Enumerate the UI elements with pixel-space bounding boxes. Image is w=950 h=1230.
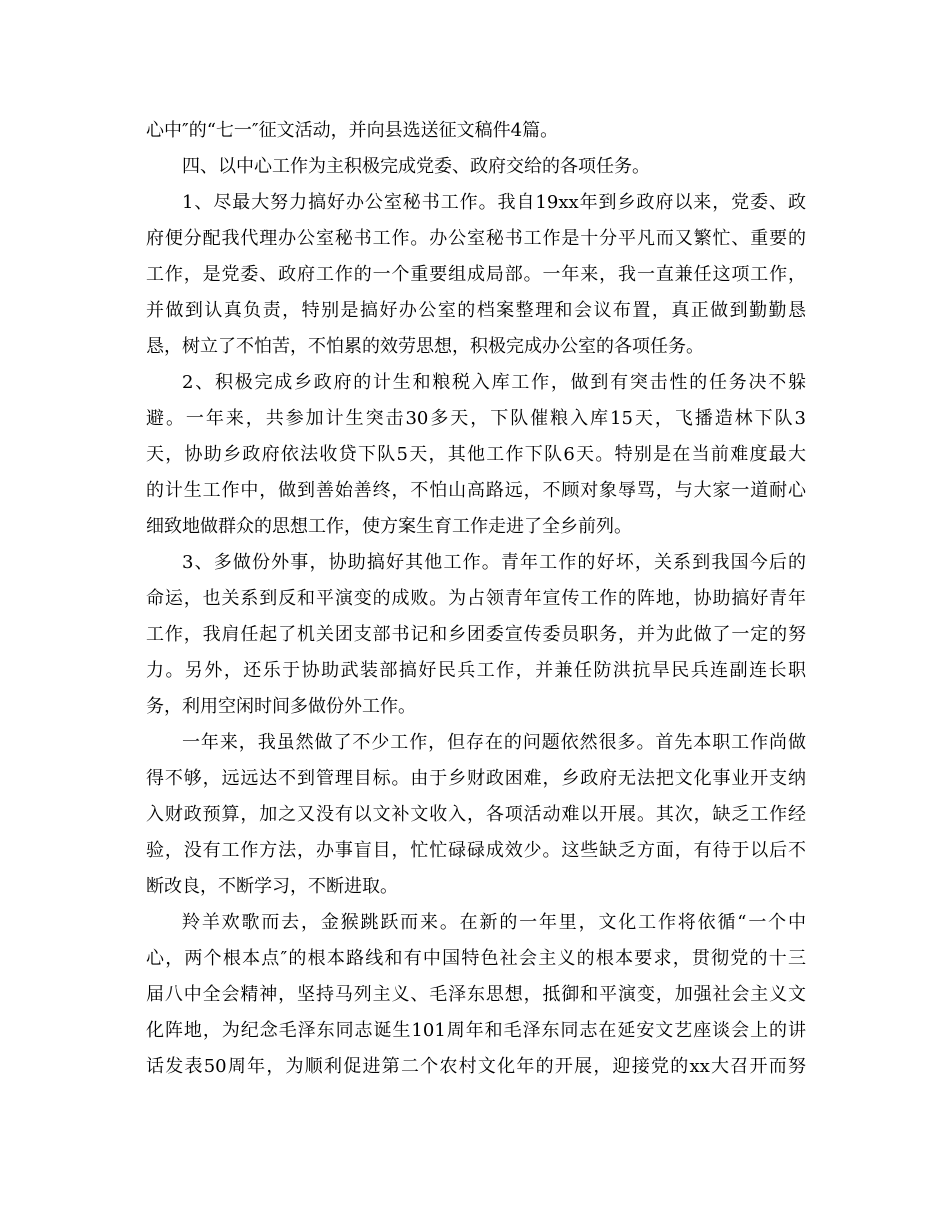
text-line: 羚羊欢歌而去，金猴跳跃而来。在新的一年里，文化工作将依循“一个中: [182, 912, 806, 933]
text-line: 2、积极完成乡政府的计生和粮税入库工作，做到有突击性的任务决不躲: [182, 372, 806, 393]
text-line: 工作，我肩任起了机关团支部书记和乡团委宣传委员职务，并为此做了一定的努: [146, 624, 806, 645]
text-line: 工作，是党委、政府工作的一个重要组成局部。一年来，我一直兼任这项工作，: [146, 264, 806, 285]
text-line: 并做到认真负责，特别是搞好办公室的档案整理和会议布置，真正做到勤勤恳: [146, 300, 806, 321]
text-line: 务，利用空闲时间多做份外工作。: [146, 696, 416, 717]
text-line: 的计生工作中，做到善始善终，不怕山高路远，不顾对象辱骂，与大家一道耐心: [146, 480, 806, 501]
text-line: 命运，也关系到反和平演变的成败。为占领青年宣传工作的阵地，协助搞好青年: [146, 588, 806, 609]
text-line: 届八中全会精神，坚持马列主义、毛泽东思想，抵御和平演变，加强社会主义文: [146, 984, 806, 1005]
text-line: 心，两个根本点″的根本路线和有中国特色社会主义的根本要求，贯彻党的十三: [146, 948, 806, 969]
text-line: 恳，树立了不怕苦，不怕累的效劳思想，积极完成办公室的各项任务。: [146, 336, 704, 357]
text-line: 化阵地，为纪念毛泽东同志诞生101周年和毛泽东同志在延安文艺座谈会上的讲: [146, 1020, 806, 1041]
text-line: 天，协助乡政府依法收贷下队5天，其他工作下队6天。特别是在当前难度最大: [146, 444, 806, 465]
text-line: 一年来，我虽然做了不少工作，但存在的问题依然很多。首先本职工作尚做: [182, 732, 806, 753]
text-line: 1、尽最大努力搞好办公室秘书工作。我自19xx年到乡政府以来，党委、政: [182, 192, 806, 213]
text-line: 话发表50周年，为顺利促进第二个农村文化年的开展，迎接党的xx大召开而努: [146, 1056, 806, 1077]
text-line: 细致地做群众的思想工作，使方案生育工作走进了全乡前列。: [146, 516, 632, 537]
text-line: 避。一年来，共参加计生突击30多天，下队催粮入库15天，飞播造林下队3: [146, 408, 806, 429]
section-heading: 四、以中心工作为主积极完成党委、政府交给的各项任务。: [182, 156, 650, 177]
text-line: 府便分配我代理办公室秘书工作。办公室秘书工作是十分平凡而又繁忙、重要的: [146, 228, 806, 249]
text-line: 得不够，远远达不到管理目标。由于乡财政困难，乡政府无法把文化事业开支纳: [146, 768, 806, 789]
text-line: 验，没有工作方法，办事盲目，忙忙碌碌成效少。这些缺乏方面，有待于以后不: [146, 840, 806, 861]
text-line: 入财政预算，加之又没有以文补文收入，各项活动难以开展。其次，缺乏工作经: [146, 804, 806, 825]
text-line: 心中″的“七一″征文活动，并向县选送征文稿件4篇。: [146, 120, 559, 141]
text-line: 断改良，不断学习，不断进取。: [146, 876, 398, 897]
text-line: 3、多做份外事，协助搞好其他工作。青年工作的好坏，关系到我国今后的: [182, 552, 806, 573]
text-line: 力。另外，还乐于协助武装部搞好民兵工作，并兼任防洪抗旱民兵连副连长职: [146, 660, 806, 681]
